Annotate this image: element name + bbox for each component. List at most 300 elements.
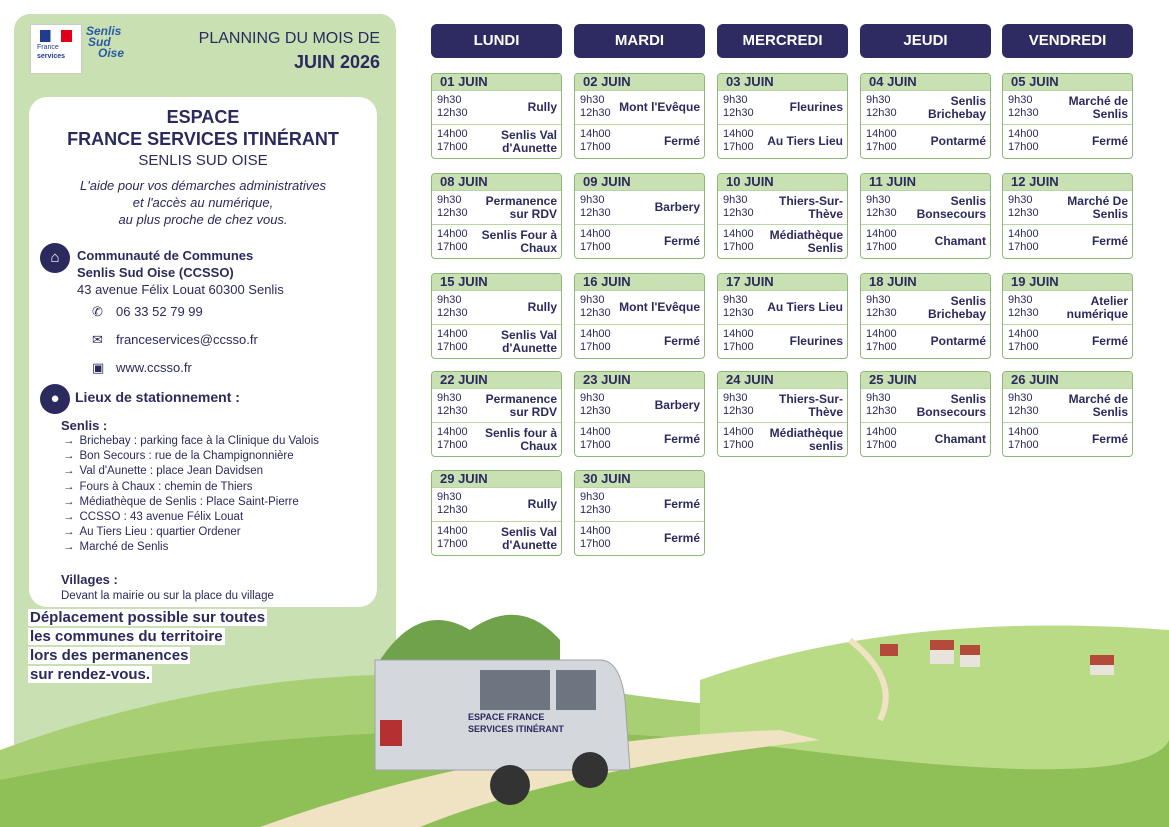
- pm-start: 14h00: [437, 328, 468, 340]
- cell-date: 08 JUIN: [432, 174, 561, 190]
- am-start: 9h30: [580, 294, 605, 306]
- day-cell: [717, 73, 848, 159]
- phone-row[interactable]: [92, 304, 203, 320]
- pm-end: 17h00: [437, 141, 468, 153]
- pm-start: 14h00: [866, 128, 897, 140]
- afternoon-times: [866, 328, 897, 354]
- afternoon-slot: [1003, 124, 1132, 158]
- afternoon-location: Chamant: [934, 432, 986, 446]
- am-end: 12h30: [437, 207, 468, 219]
- am-start: 9h30: [580, 94, 605, 106]
- pm-start: 14h00: [723, 228, 754, 240]
- am-start: 9h30: [437, 94, 462, 106]
- morning-location: Au Tiers Lieu: [767, 300, 843, 314]
- cell-date: 18 JUIN: [861, 274, 990, 290]
- am-start: 9h30: [866, 294, 891, 306]
- day-cell: [574, 371, 705, 457]
- villages-title: Villages :: [61, 572, 118, 587]
- morning-times: [437, 392, 468, 418]
- afternoon-times: [437, 328, 468, 354]
- am-end: 12h30: [437, 504, 468, 516]
- afternoon-slot: [718, 324, 847, 358]
- afternoon-slot: [861, 124, 990, 158]
- cell-date: 22 JUIN: [432, 372, 561, 388]
- parking-item: → Médiathèque de Senlis : Place Saint-Pierre: [63, 495, 319, 510]
- org-address: 43 avenue Félix Louat 60300 Senlis: [77, 282, 284, 297]
- am-start: 9h30: [580, 491, 605, 503]
- pm-end: 17h00: [866, 141, 897, 153]
- morning-slot: [432, 487, 561, 521]
- am-end: 12h30: [580, 307, 611, 319]
- cell-date: 09 JUIN: [575, 174, 704, 190]
- pm-end: 17h00: [437, 538, 468, 550]
- morning-times: [580, 94, 611, 120]
- morning-location: Atelier numérique: [1066, 293, 1128, 321]
- afternoon-times: [1008, 328, 1039, 354]
- cell-date: 05 JUIN: [1003, 74, 1132, 90]
- morning-location: Permanence sur RDV: [485, 391, 557, 419]
- morning-slot: [575, 290, 704, 324]
- pm-end: 17h00: [1008, 241, 1039, 253]
- afternoon-times: [723, 328, 754, 354]
- afternoon-location: Médiathèque Senlis: [769, 227, 843, 255]
- pm-start: 14h00: [437, 128, 468, 140]
- am-end: 12h30: [723, 307, 754, 319]
- afternoon-location: Senlis Val d'Aunette: [500, 524, 557, 552]
- info-card: [29, 97, 377, 607]
- cell-date: 29 JUIN: [432, 471, 561, 487]
- afternoon-times: [580, 128, 611, 154]
- parking-title: Lieux de stationnement :: [75, 389, 240, 405]
- day-cell: [1002, 273, 1133, 359]
- pm-end: 17h00: [723, 439, 754, 451]
- pm-start: 14h00: [1008, 128, 1039, 140]
- morning-slot: [1003, 388, 1132, 422]
- morning-location: Rully: [527, 300, 557, 314]
- afternoon-times: [437, 128, 468, 154]
- afternoon-location: Senlis Val d'Aunette: [500, 127, 557, 155]
- morning-times: [437, 94, 468, 120]
- afternoon-slot: [432, 324, 561, 358]
- pm-start: 14h00: [866, 426, 897, 438]
- afternoon-slot: [718, 422, 847, 456]
- email-icon: ✉: [92, 332, 103, 347]
- afternoon-slot: [861, 422, 990, 456]
- pm-end: 17h00: [1008, 141, 1039, 153]
- morning-slot: [1003, 190, 1132, 224]
- afternoon-slot: [575, 521, 704, 555]
- logo-ssso-3: Oise: [98, 46, 125, 60]
- am-end: 12h30: [437, 307, 468, 319]
- morning-slot: [575, 487, 704, 521]
- pm-start: 14h00: [723, 426, 754, 438]
- morning-location: Senlis Bonsecours: [916, 193, 986, 221]
- afternoon-location: Fermé: [1091, 134, 1128, 148]
- van-text-2: SERVICES ITINÉRANT: [468, 724, 564, 734]
- am-start: 9h30: [580, 194, 605, 206]
- cell-date: 03 JUIN: [718, 74, 847, 90]
- pm-start: 14h00: [580, 128, 611, 140]
- morning-location: Senlis Brichebay: [927, 293, 986, 321]
- afternoon-times: [866, 128, 897, 154]
- afternoon-location: Chamant: [934, 234, 986, 248]
- pm-start: 14h00: [1008, 426, 1039, 438]
- pm-start: 14h00: [723, 328, 754, 340]
- morning-times: [1008, 94, 1039, 120]
- morning-location: Senlis Brichebay: [927, 93, 986, 121]
- day-header-lundi: LUNDI: [431, 24, 562, 58]
- home-icon: ⌂: [40, 243, 70, 273]
- morning-slot: [718, 290, 847, 324]
- france-services-logo: [30, 24, 82, 74]
- afternoon-times: [1008, 128, 1039, 154]
- planning-title-line2: JUIN 2026: [293, 52, 380, 72]
- morning-times: [1008, 294, 1039, 320]
- org-line1: Communauté de Communes: [77, 248, 254, 263]
- afternoon-location: Fermé: [663, 432, 700, 446]
- parking-item: → Fours à Chaux : chemin de Thiers: [63, 480, 319, 495]
- morning-location: Rully: [527, 497, 557, 511]
- day-cell: [860, 173, 991, 259]
- logo-fs-line1: France: [37, 44, 59, 51]
- am-end: 12h30: [1008, 107, 1039, 119]
- day-cell: [431, 73, 562, 159]
- morning-slot: [575, 388, 704, 422]
- day-cell: [717, 273, 848, 359]
- am-end: 12h30: [580, 405, 611, 417]
- cell-date: 30 JUIN: [575, 471, 704, 487]
- pm-end: 17h00: [866, 341, 897, 353]
- afternoon-location: Senlis Four à Chaux: [481, 227, 557, 255]
- am-start: 9h30: [866, 94, 891, 106]
- am-end: 12h30: [580, 207, 611, 219]
- morning-slot: [1003, 290, 1132, 324]
- afternoon-location: Pontarmé: [930, 334, 986, 348]
- am-start: 9h30: [866, 194, 891, 206]
- morning-times: [1008, 392, 1039, 418]
- pm-end: 17h00: [580, 538, 611, 550]
- afternoon-slot: [432, 224, 561, 258]
- am-start: 9h30: [437, 294, 462, 306]
- am-end: 12h30: [723, 405, 754, 417]
- morning-slot: [718, 90, 847, 124]
- morning-times: [437, 194, 468, 220]
- morning-times: [866, 94, 897, 120]
- day-header-vendredi: VENDREDI: [1002, 24, 1133, 58]
- afternoon-times: [580, 525, 611, 551]
- parking-item: → Au Tiers Lieu : quartier Ordener: [63, 525, 319, 540]
- afternoon-slot: [575, 324, 704, 358]
- senlis-sud-oise-logo: [86, 26, 140, 74]
- pm-end: 17h00: [723, 341, 754, 353]
- am-start: 9h30: [437, 491, 462, 503]
- morning-location: Thiers-Sur-Thève: [778, 193, 843, 221]
- pm-start: 14h00: [580, 525, 611, 537]
- cell-date: 24 JUIN: [718, 372, 847, 388]
- planning-title-line1: PLANNING DU MOIS DE: [198, 30, 380, 47]
- morning-slot: [1003, 90, 1132, 124]
- am-end: 12h30: [437, 107, 468, 119]
- morning-slot: [861, 190, 990, 224]
- am-start: 9h30: [437, 194, 462, 206]
- afternoon-location: Fermé: [663, 334, 700, 348]
- pm-end: 17h00: [1008, 341, 1039, 353]
- am-start: 9h30: [866, 392, 891, 404]
- web-icon: ▣: [92, 360, 105, 375]
- morning-location: Permanence sur RDV: [485, 193, 557, 221]
- pm-end: 17h00: [866, 439, 897, 451]
- afternoon-slot: [1003, 422, 1132, 456]
- am-start: 9h30: [1008, 392, 1033, 404]
- am-end: 12h30: [1008, 307, 1039, 319]
- afternoon-times: [723, 128, 754, 154]
- website-link[interactable]: www.ccsso.fr: [116, 360, 192, 375]
- van-text-1: ESPACE FRANCE: [468, 712, 545, 722]
- am-end: 12h30: [866, 405, 897, 417]
- morning-location: Fermé: [663, 497, 700, 511]
- day-cell: [860, 273, 991, 359]
- am-start: 9h30: [723, 94, 748, 106]
- morning-slot: [861, 290, 990, 324]
- afternoon-times: [866, 228, 897, 254]
- am-start: 9h30: [1008, 194, 1033, 206]
- day-cell: [717, 371, 848, 457]
- afternoon-slot: [575, 224, 704, 258]
- pm-start: 14h00: [437, 525, 468, 537]
- afternoon-slot: [432, 422, 561, 456]
- cell-date: 10 JUIN: [718, 174, 847, 190]
- morning-slot: [575, 90, 704, 124]
- parking-item: → Val d'Aunette : place Jean Davidsen: [63, 464, 319, 479]
- pm-end: 17h00: [723, 241, 754, 253]
- cell-date: 23 JUIN: [575, 372, 704, 388]
- afternoon-times: [580, 328, 611, 354]
- am-end: 12h30: [723, 107, 754, 119]
- organisation-block: [77, 247, 284, 298]
- morning-times: [580, 294, 611, 320]
- afternoon-location: Fermé: [663, 531, 700, 545]
- morning-slot: [432, 90, 561, 124]
- am-end: 12h30: [866, 107, 897, 119]
- pm-start: 14h00: [1008, 228, 1039, 240]
- day-cell: [574, 173, 705, 259]
- morning-slot: [861, 388, 990, 422]
- french-flag-icon: [40, 30, 72, 42]
- day-cell: [1002, 371, 1133, 457]
- email-row[interactable]: [92, 332, 258, 348]
- day-cell: [431, 173, 562, 259]
- afternoon-location: Fermé: [663, 134, 700, 148]
- morning-times: [580, 491, 611, 517]
- cell-date: 11 JUIN: [861, 174, 990, 190]
- morning-location: Fleurines: [789, 100, 843, 114]
- day-cell: [574, 273, 705, 359]
- cell-date: 25 JUIN: [861, 372, 990, 388]
- pm-end: 17h00: [437, 439, 468, 451]
- morning-times: [1008, 194, 1039, 220]
- afternoon-location: Médiathèque senlis: [769, 425, 843, 453]
- afternoon-slot: [432, 124, 561, 158]
- morning-location: Marché de Senlis: [1068, 391, 1128, 419]
- morning-slot: [432, 290, 561, 324]
- parking-item: → Marché de Senlis: [63, 540, 319, 555]
- morning-times: [723, 194, 754, 220]
- logo-fs-line2: services: [37, 53, 66, 60]
- pm-start: 14h00: [437, 426, 468, 438]
- afternoon-location: Senlis Val d'Aunette: [500, 327, 557, 355]
- morning-slot: [432, 388, 561, 422]
- planning-title: [199, 30, 380, 73]
- afternoon-location: Fleurines: [789, 334, 843, 348]
- am-end: 12h30: [1008, 405, 1039, 417]
- day-cell: [860, 371, 991, 457]
- pm-start: 14h00: [866, 328, 897, 340]
- morning-slot: [861, 90, 990, 124]
- day-cell: [1002, 173, 1133, 259]
- day-cell: [431, 371, 562, 457]
- afternoon-location: Senlis four à Chaux: [484, 425, 557, 453]
- am-end: 12h30: [580, 504, 611, 516]
- morning-times: [723, 392, 754, 418]
- morning-times: [580, 194, 611, 220]
- am-end: 12h30: [580, 107, 611, 119]
- cell-date: 01 JUIN: [432, 74, 561, 90]
- morning-times: [866, 194, 897, 220]
- card-desc-2: et l'accès au numérique,: [132, 195, 274, 210]
- day-cell: [431, 470, 562, 556]
- am-start: 9h30: [723, 392, 748, 404]
- logo-ssso-2: Sud: [88, 35, 111, 49]
- pm-end: 17h00: [866, 241, 897, 253]
- afternoon-times: [437, 525, 468, 551]
- morning-location: Thiers-Sur-Thève: [778, 391, 843, 419]
- cell-date: 26 JUIN: [1003, 372, 1132, 388]
- day-cell: [574, 73, 705, 159]
- day-cell: [431, 273, 562, 359]
- afternoon-location: Au Tiers Lieu: [767, 134, 843, 148]
- pm-end: 17h00: [437, 241, 468, 253]
- am-start: 9h30: [723, 194, 748, 206]
- morning-times: [723, 294, 754, 320]
- senlis-title: Senlis :: [61, 418, 108, 433]
- afternoon-slot: [861, 324, 990, 358]
- morning-times: [866, 294, 897, 320]
- pm-end: 17h00: [437, 341, 468, 353]
- pm-start: 14h00: [580, 426, 611, 438]
- morning-location: Barbery: [654, 200, 700, 214]
- cell-date: 02 JUIN: [575, 74, 704, 90]
- morning-times: [437, 294, 468, 320]
- phone-number[interactable]: 06 33 52 79 99: [116, 304, 203, 319]
- afternoon-times: [723, 426, 754, 452]
- afternoon-location: Fermé: [663, 234, 700, 248]
- parking-item: → Bon Secours : rue de la Champignonnière: [63, 449, 319, 464]
- day-header-jeudi: JEUDI: [860, 24, 991, 58]
- afternoon-times: [580, 426, 611, 452]
- morning-slot: [575, 190, 704, 224]
- card-desc-1: L'aide pour vos démarches administratives: [80, 178, 326, 193]
- cell-date: 19 JUIN: [1003, 274, 1132, 290]
- am-start: 9h30: [1008, 94, 1033, 106]
- am-end: 12h30: [1008, 207, 1039, 219]
- afternoon-times: [580, 228, 611, 254]
- pm-start: 14h00: [437, 228, 468, 240]
- afternoon-slot: [1003, 324, 1132, 358]
- am-start: 9h30: [723, 294, 748, 306]
- afternoon-slot: [432, 521, 561, 555]
- web-row[interactable]: [92, 360, 192, 376]
- email-address[interactable]: franceservices@ccsso.fr: [116, 332, 258, 347]
- card-desc-3: au plus proche de chez vous.: [118, 212, 288, 227]
- morning-times: [866, 392, 897, 418]
- cell-date: 17 JUIN: [718, 274, 847, 290]
- afternoon-location: Fermé: [1091, 334, 1128, 348]
- cell-date: 16 JUIN: [575, 274, 704, 290]
- card-title-1: ESPACE: [166, 107, 240, 127]
- afternoon-times: [1008, 426, 1039, 452]
- pm-end: 17h00: [580, 141, 611, 153]
- afternoon-slot: [718, 124, 847, 158]
- card-subtitle: SENLIS SUD OISE: [138, 152, 268, 169]
- cell-date: 04 JUIN: [861, 74, 990, 90]
- deplacement-note: [28, 608, 267, 684]
- phone-icon: ✆: [92, 304, 103, 319]
- day-header-mardi: MARDI: [574, 24, 705, 58]
- am-start: 9h30: [1008, 294, 1033, 306]
- afternoon-times: [723, 228, 754, 254]
- cell-date: 15 JUIN: [432, 274, 561, 290]
- cell-date: 12 JUIN: [1003, 174, 1132, 190]
- parking-list: [63, 434, 319, 556]
- morning-location: Senlis Bonsecours: [916, 391, 986, 419]
- day-cell: [717, 173, 848, 259]
- morning-location: Marché De Senlis: [1067, 193, 1128, 221]
- pm-start: 14h00: [723, 128, 754, 140]
- day-cell: [860, 73, 991, 159]
- morning-location: Mont l'Evêque: [619, 300, 700, 314]
- afternoon-slot: [575, 422, 704, 456]
- card-title: [29, 106, 377, 150]
- deplacement-line1: Déplacement possible sur toutes: [30, 609, 266, 626]
- pm-start: 14h00: [580, 328, 611, 340]
- morning-slot: [718, 388, 847, 422]
- afternoon-slot: [861, 224, 990, 258]
- pm-end: 17h00: [580, 439, 611, 451]
- card-title-2: FRANCE SERVICES ITINÉRANT: [67, 129, 339, 149]
- morning-location: Barbery: [654, 398, 700, 412]
- pm-end: 17h00: [580, 341, 611, 353]
- afternoon-location: Pontarmé: [930, 134, 986, 148]
- afternoon-times: [437, 426, 468, 452]
- am-start: 9h30: [580, 392, 605, 404]
- pm-start: 14h00: [866, 228, 897, 240]
- day-header-mercredi: MERCREDI: [717, 24, 848, 58]
- morning-times: [723, 94, 754, 120]
- logo-ssso-1: Senlis: [86, 24, 122, 38]
- parking-item: → CCSSO : 43 avenue Félix Louat: [63, 510, 319, 525]
- afternoon-times: [866, 426, 897, 452]
- morning-location: Marché de Senlis: [1068, 93, 1128, 121]
- parking-item: → Brichebay : parking face à la Clinique du Valois: [63, 434, 319, 449]
- org-line2: Senlis Sud Oise (CCSSO): [77, 265, 234, 280]
- morning-location: Mont l'Evêque: [619, 100, 700, 114]
- am-end: 12h30: [866, 207, 897, 219]
- deplacement-line3: lors des permanences: [30, 647, 189, 664]
- am-start: 9h30: [437, 392, 462, 404]
- deplacement-line2: les communes du territoire: [30, 628, 223, 645]
- card-description: [29, 177, 377, 228]
- pm-start: 14h00: [1008, 328, 1039, 340]
